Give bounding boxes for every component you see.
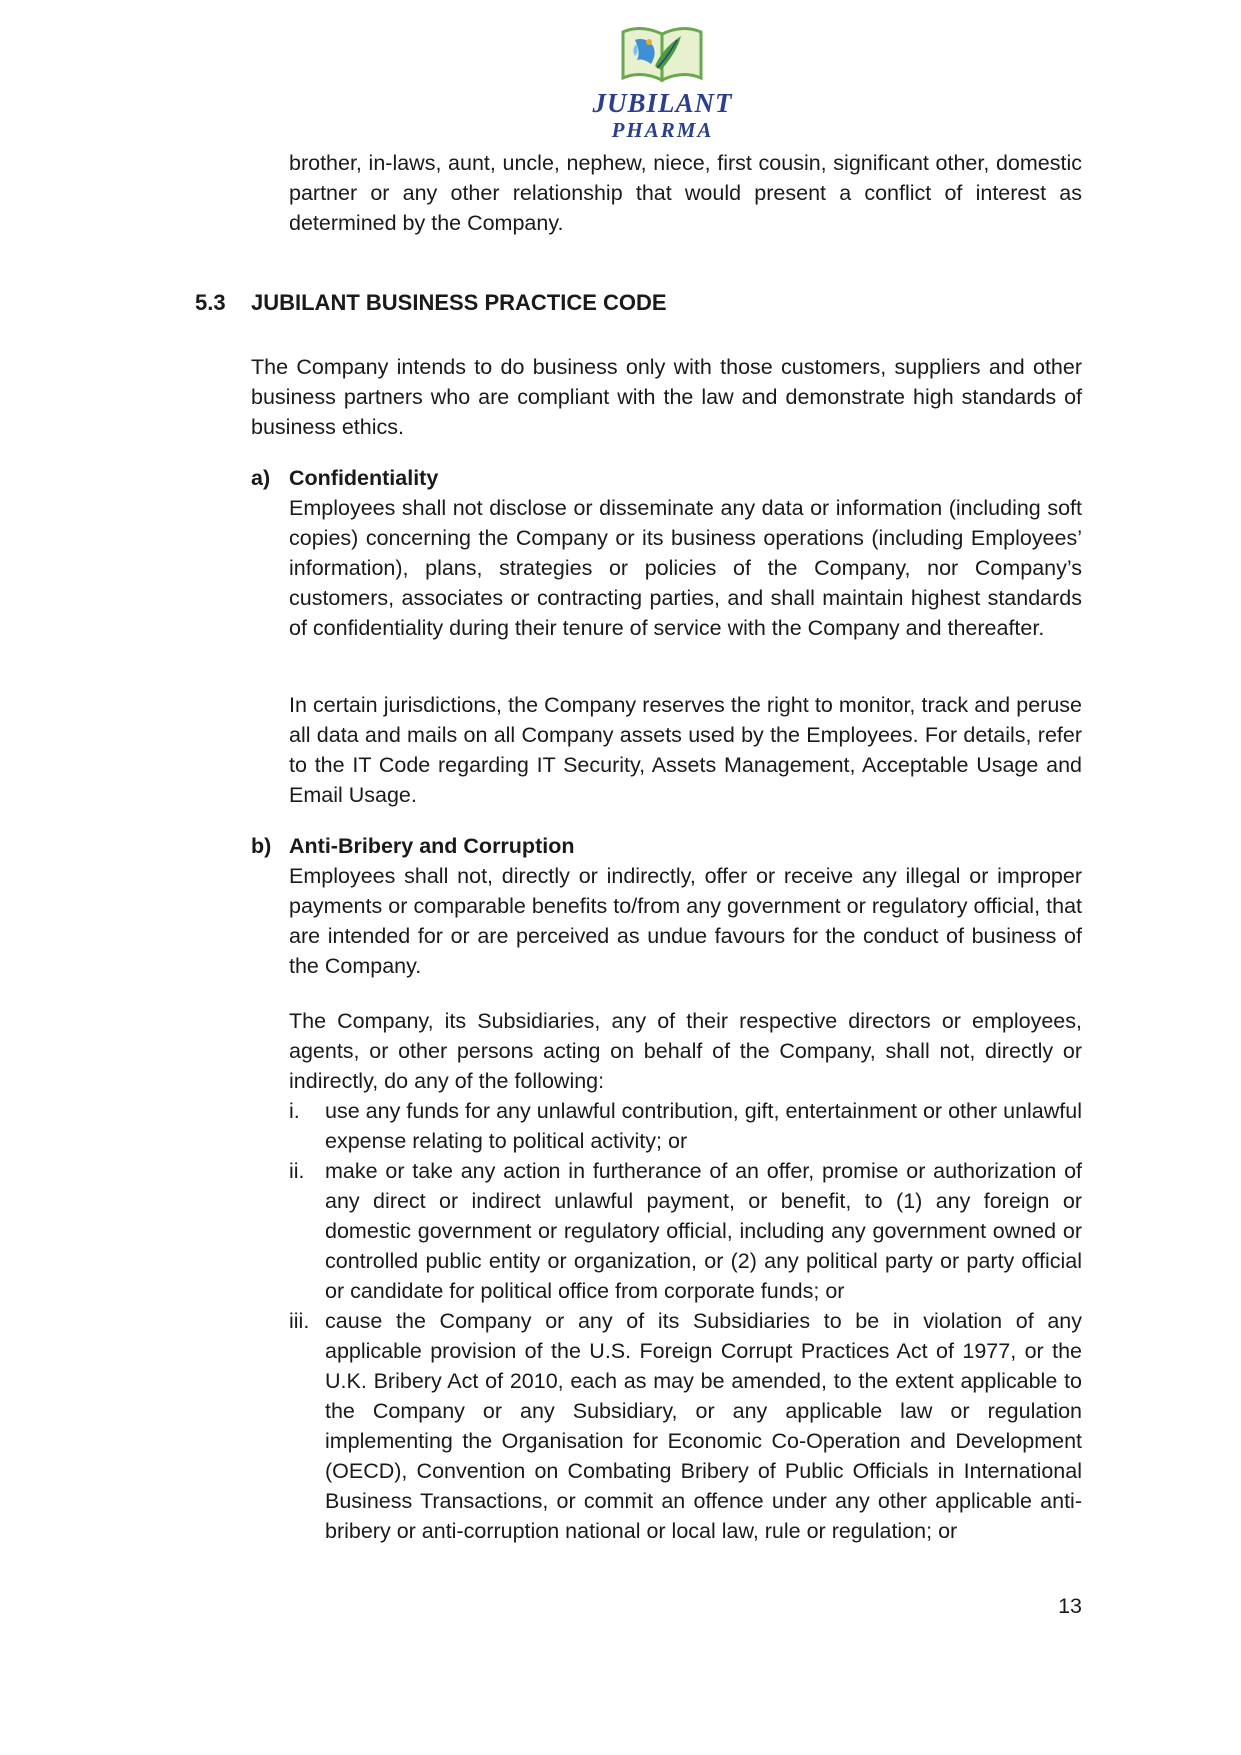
subsection-b-paragraph-2: The Company, its Subsidiaries, any of their respective directors or employees, agents, or other persons acting on behalf of the Company, shall not, directly or indirectly, do any of the following: [289,1009,1082,1093]
subsection-a-label: a) [251,466,271,490]
subsection-b-title: Anti-Bribery and Corruption [289,834,575,858]
subsection-a-title: Confidentiality [289,466,439,490]
subsection-b-paragraph-1: Employees shall not, directly or indirectly, offer or receive any illegal or improper payments or comparable benefits to/from any government or regulatory official, that are intended for or are perceived as undue favours for the conduct of business of the Company. [289,864,1082,978]
list-item-marker: iii. [289,1309,310,1333]
logo-wordmark-pharma: PHARMA [611,118,714,142]
intro-continuation-paragraph: brother, in-laws, aunt, uncle, nephew, niece, first cousin, significant other, domestic partner or any other relationship that would present a conflict of interest as determined by the Company. [289,151,1082,235]
list-item-marker: ii. [289,1159,305,1183]
list-item-marker: i. [289,1099,300,1123]
page-number: 13 [1058,1594,1082,1618]
section-title: JUBILANT BUSINESS PRACTICE CODE [251,290,667,315]
list-item-text: cause the Company or any of its Subsidiaries to be in violation of any applicable provision of the U.S. Foreign Corrupt Practices Act of 1977, or the U.K. Bribery Act of 2010, each as may be amended, to the extent applicable to the Company or any Subsidiary, or any applicable law or regulation implementing the Organisation for Economic Co-Operation and Development (OECD), Convention on Combating Bribery of Public Officials in International Business Transactions, or commit an offence under any other applicable anti-bribery or anti-corruption national or local law, rule or regulation; or [325,1309,1082,1543]
subsection-b-label: b) [251,834,272,858]
list-item-text: make or take any action in furtherance of an offer, promise or authorization of any direct or indirect unlawful payment, or benefit, to (1) any foreign or domestic government or regulatory official, including any government owned or controlled public entity or organization, or (2) any political party or party official or candidate for political office from corporate funds; or [325,1159,1082,1303]
logo-book-icon [585,18,740,90]
section-intro-paragraph: The Company intends to do business only with those customers, suppliers and other business partners who are compliant with the law and demonstrate high standards of business ethics. [251,355,1082,439]
section-number: 5.3 [195,290,226,315]
logo-wordmark-jubilant: JUBILANT [592,88,733,118]
company-logo [585,18,740,146]
subsection-a-paragraph-2: In certain jurisdictions, the Company reserves the right to monitor, track and peruse all data and mails on all Company assets used by the Employees. For details, refer to the IT Code regarding IT Security, Assets Management, Acceptable Usage and Email Usage. [289,693,1082,807]
subsection-a-paragraph-1: Employees shall not disclose or disseminate any data or information (including soft copies) concerning the Company or its business operations (including Employees’ information), plans, strategies or policies of the Company, nor Company’s customers, associates or contracting parties, and shall maintain highest standards of confidentiality during their tenure of service with the Company and thereafter. [289,496,1082,640]
list-item-text: use any funds for any unlawful contribution, gift, entertainment or other unlawful expense relating to political activity; or [325,1099,1082,1153]
